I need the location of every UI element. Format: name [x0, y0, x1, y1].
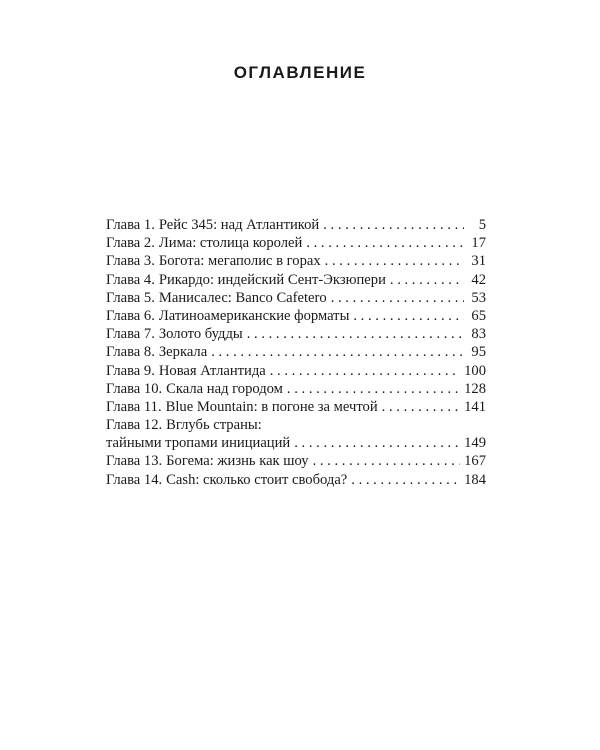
- toc-page-number: 128: [464, 380, 486, 397]
- toc-chapter-number: Глава 13.: [106, 453, 163, 470]
- toc-chapter-title: Вглубь страны:: [166, 417, 262, 434]
- toc-chapter-number: Глава 8.: [106, 344, 155, 361]
- toc-entry: [106, 380, 486, 398]
- toc-chapter-number: Глава 4.: [106, 271, 155, 288]
- toc-entry: [106, 307, 486, 325]
- toc-entry: [106, 216, 486, 234]
- toc-leader-dots: [325, 252, 464, 270]
- toc-chapter-number: Глава 7.: [106, 326, 155, 343]
- toc-page-number: 5: [478, 217, 486, 233]
- toc-leader-dots: [270, 362, 460, 380]
- toc-page-number: 149: [464, 435, 486, 452]
- toc-chapter-title: Богема: жизнь как шоу: [166, 453, 309, 470]
- toc-chapter-number: Глава 9.: [106, 362, 155, 379]
- toc-chapter-number: Глава 12.: [106, 417, 163, 434]
- toc-entry: [106, 362, 486, 380]
- toc-leader-dots: [323, 216, 464, 234]
- toc-entry: [106, 271, 486, 289]
- toc-entry: [106, 289, 486, 307]
- toc-chapter-title: Лима: столица королей: [158, 235, 303, 252]
- toc-leader-dots: [382, 398, 460, 416]
- toc-leader-dots: [247, 325, 464, 343]
- toc-page-number: 141: [464, 398, 486, 415]
- toc-chapter-title: Скала над городом: [166, 380, 283, 397]
- toc-chapter-number: Глава 6.: [106, 307, 155, 324]
- toc-entry: [106, 343, 486, 361]
- toc-chapter-number: Глава 2.: [106, 235, 155, 252]
- toc-entry: [106, 452, 486, 470]
- toc-chapter-title: Рикардо: индейский Сент-Экзюпери: [158, 271, 386, 288]
- toc-chapter-title: Новая Атлантида: [158, 362, 266, 379]
- toc-entry: [106, 252, 486, 270]
- toc-chapter-title: Латиноамериканские форматы: [158, 307, 350, 324]
- toc-page-number: 42: [471, 271, 486, 288]
- toc-chapter-title: Золото будды: [158, 326, 243, 343]
- toc-chapter-title-continued: тайными тропами инициаций: [106, 435, 291, 452]
- toc-leader-dots: [331, 289, 464, 307]
- toc-chapter-title: Богота: мегаполис в горах: [158, 253, 321, 270]
- toc-chapter-number: Глава 11.: [106, 398, 162, 415]
- toc-page-number: 184: [464, 471, 486, 488]
- toc-chapter-title: Blue Mountain: в погоне за мечтой: [165, 398, 378, 415]
- toc-page-number: 17: [471, 235, 486, 252]
- toc-entry-continued: [106, 434, 486, 452]
- toc-page-number: 95: [471, 344, 486, 361]
- toc-entry: [106, 234, 486, 252]
- toc-chapter-title: Манисалес: Banco Cafetero: [158, 289, 327, 306]
- toc-entry: [106, 325, 486, 343]
- toc-leader-dots: [313, 452, 461, 470]
- toc-entry: [106, 471, 486, 489]
- toc-chapter-title: Cash: сколько стоит свобода?: [166, 471, 348, 488]
- toc-page-number: 167: [464, 453, 486, 470]
- toc-chapter-number: Глава 14.: [106, 471, 163, 488]
- page-title: ОГЛАВЛЕНИЕ: [233, 63, 367, 82]
- toc-chapter-number: Глава 3.: [106, 253, 155, 270]
- table-of-contents: [106, 216, 486, 489]
- toc-leader-dots: [390, 271, 464, 289]
- toc-page-number: 65: [471, 307, 486, 324]
- toc-chapter-title: Рейс 345: над Атлантикой: [158, 217, 320, 233]
- toc-leader-dots: [294, 434, 460, 452]
- toc-chapter-number: Глава 1.: [106, 217, 155, 233]
- toc-leader-dots: [353, 307, 464, 325]
- toc-leader-dots: [306, 234, 464, 252]
- toc-entry: [106, 398, 486, 416]
- toc-leader-dots: [287, 380, 460, 398]
- toc-page-number: 83: [471, 326, 486, 343]
- toc-chapter-title: Зеркала: [158, 344, 208, 361]
- toc-leader-dots: [211, 343, 464, 361]
- toc-chapter-number: Глава 5.: [106, 289, 155, 306]
- toc-entry: [106, 416, 486, 434]
- toc-page-number: 100: [464, 362, 486, 379]
- toc-chapter-number: Глава 10.: [106, 380, 163, 397]
- toc-page-number: 53: [471, 289, 486, 306]
- toc-page-number: 31: [471, 253, 486, 270]
- toc-leader-dots: [351, 471, 460, 489]
